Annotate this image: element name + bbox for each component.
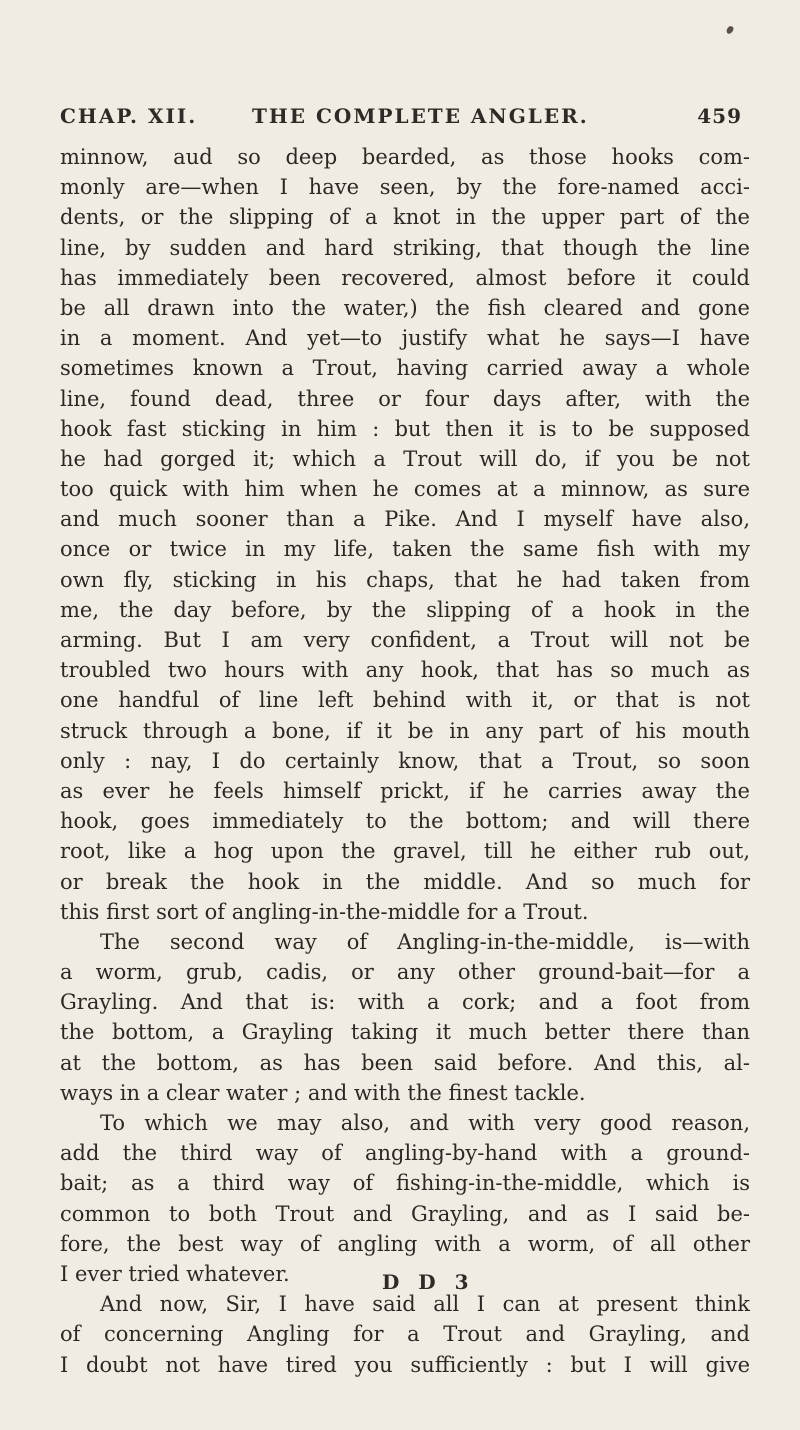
book-title: THE COMPLETE ANGLER.: [252, 104, 589, 128]
text-line: add the third way of angling-by-hand with a ground-: [60, 1141, 750, 1166]
text-line: once or twice in my life, taken the same fish with my: [60, 537, 750, 562]
text-line: ways in a clear water ; and with the finest tackle.: [60, 1080, 586, 1105]
text-line: the bottom, a Grayling taking it much better there than: [60, 1020, 750, 1045]
text-line: fore, the best way of angling with a worm, of all other: [60, 1231, 750, 1256]
text-line: and much sooner than a Pike. And I myself have also,: [60, 507, 750, 532]
text-line: root, like a hog upon the gravel, till he either rub out,: [60, 839, 750, 864]
chapter-label: CHAP. XII.: [60, 104, 198, 128]
text-line: own fly, sticking in his chaps, that he had taken from: [60, 567, 750, 592]
text-line: To which we may also, and with very good reason,: [100, 1111, 750, 1135]
text-line: hook fast sticking in him : but then it is to be supposed: [60, 416, 750, 441]
running-header: [60, 104, 742, 134]
text-line: line, found dead, three or four days after, with the: [60, 386, 750, 411]
text-line: as ever he feels himself prickt, if he carries away the: [60, 778, 750, 803]
text-line: Grayling. And that is: with a cork; and a foot from: [60, 990, 750, 1015]
body-text: [60, 142, 750, 1380]
text-line: I ever tried whatever.: [60, 1261, 290, 1286]
text-line: only : nay, I do certainly know, that a Trout, so soon: [60, 748, 750, 773]
text-line: one handful of line left behind with it, or that is not: [60, 688, 750, 713]
text-line: The second way of Angling-in-the-middle, is—with: [100, 929, 750, 954]
text-line: line, by sudden and hard striking, that though the line: [60, 235, 750, 260]
text-line: struck through a bone, if it be in any part of his mouth: [60, 718, 750, 743]
text-line: too quick with him when he comes at a minnow, as sure: [60, 477, 750, 502]
text-line: of concerning Angling for a Trout and Grayling, and: [60, 1322, 750, 1347]
text-line: a worm, grub, cadis, or any other ground-bait—for a: [60, 960, 750, 985]
text-line: minnow, aud so deep bearded, as those hooks com-: [60, 145, 750, 169]
text-line: And now, Sir, I have said all I can at present think: [100, 1292, 750, 1317]
text-line: sometimes known a Trout, having carried away a whole: [60, 356, 750, 381]
page-number: 459: [697, 104, 742, 128]
text-line: or break the hook in the middle. And so much for: [60, 869, 750, 894]
text-line: in a moment. And yet—to justify what he says—I have: [60, 326, 750, 351]
text-line: be all drawn into the water,) the fish cleared and gone: [60, 295, 750, 320]
text-line: me, the day before, by the slipping of a hook in the: [60, 597, 750, 622]
text-line: at the bottom, as has been said before. And this, al-: [60, 1050, 750, 1075]
text-line: has immediately been recovered, almost before it could: [60, 265, 750, 290]
printer-signature: D D 3: [382, 1270, 475, 1294]
text-line: monly are—when I have seen, by the fore-named acci-: [60, 175, 750, 200]
text-line: he had gorged it; which a Trout will do, if you be not: [60, 446, 750, 471]
text-line: common to both Trout and Grayling, and as I said be-: [60, 1201, 750, 1226]
text-line: bait; as a third way of fishing-in-the-middle, which is: [60, 1171, 750, 1196]
text-line: dents, or the slipping of a knot in the upper part of the: [60, 205, 750, 230]
text-line: arming. But I am very confident, a Trout will not be: [60, 628, 750, 652]
text-line: hook, goes immediately to the bottom; and will there: [60, 809, 750, 834]
text-line: troubled two hours with any hook, that has so much as: [60, 658, 750, 683]
text-line: I doubt not have tired you sufficiently : but I will give: [60, 1352, 750, 1377]
ink-speck: [726, 25, 735, 35]
text-line: this first sort of angling-in-the-middle for a Trout.: [60, 899, 589, 924]
